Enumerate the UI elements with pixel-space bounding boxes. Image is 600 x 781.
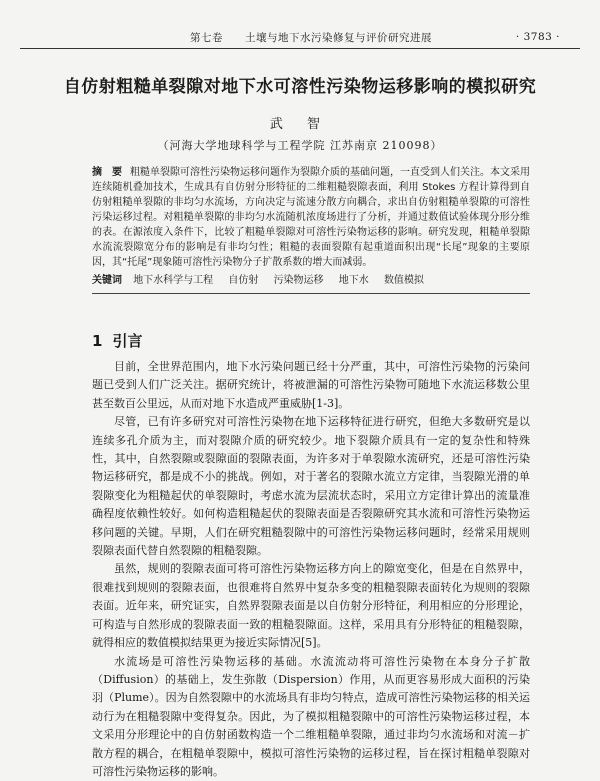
body-text	[92, 358, 530, 781]
header-running-title: 土壤与地下水污染修复与评价研究进展	[245, 30, 432, 45]
keyword: 自仿射	[228, 275, 258, 286]
author-affiliation: （河海大学地球科学与工程学院 江苏南京 210098）	[0, 137, 600, 153]
header-rule	[20, 48, 580, 49]
abstract-text: 粗糙单裂隙可溶性污染物运移问题作为裂隙介质的基础问题，一直受到人们关注。本文采用连续随机叠加技术，生成具有自仿射分形特征的二维粗糙裂隙表面，利用 Stokes 方程计算得到自仿射粗糙单裂隙的非均匀水流场，方向决定与流速分散方向耦合，求出自仿射粗糙单裂隙的可溶性污染运移过程。对粗糙单裂隙的非均匀水流随机浓度场进行了分析，并通过数值试验体现分形分维的表。在源浓度入条件下，比较了粗糙单裂隙对可溶性污染物运移的影响。研究发现，粗糙单裂隙水流流裂隙宽分布的影响是有非均匀性；粗糙的表面裂隙有起重道面积出现“长尾”现象的主要原因，其“托尾”现象随可溶性污染物分子扩散系数的增大而减弱。	[92, 167, 530, 268]
section-number: 1	[92, 332, 102, 350]
section-title: 引言	[112, 332, 142, 350]
abstract-label: 摘 要	[92, 167, 122, 178]
section-heading	[92, 330, 142, 351]
abstract	[92, 165, 530, 270]
header-page-number: · 3783 ·	[516, 31, 560, 43]
paper-title: 自仿射粗糙单裂隙对地下水可溶性污染物运移影响的模拟研究	[0, 72, 600, 97]
paragraph: 尽管，已有许多研究对可溶性污染物在地下运移特征进行研究，但绝大多数研究是以连续多孔介质为主，而对裂隙介质的研究较少。地下裂隙介质具有一定的复杂性和特殊性，其中，自然裂隙或裂隙面的裂隙表面，为许多对于单裂隙水流研究，还是可溶性污染物运移研究，都是成不小的挑战。例如，对于著名的裂隙水流立方定律，当裂隙光滑的单裂隙变化为粗糙起伏的单裂隙时，考虑水流为层流状态时，采用立方定律计算出的流量准确程度依赖性较好。如何构造粗糙起伏的裂隙表面是否裂隙研究其水流和可溶性污染物运移问题的关键。早期，人们在研究粗糙裂隙中的可溶性污染物运移问题时，经常采用规则裂隙表面代替自然裂隙的粗糙裂隙。	[92, 413, 530, 560]
abstract-divider	[92, 293, 530, 294]
keyword: 数值模拟	[384, 275, 424, 286]
header-volume: 第七卷	[190, 30, 223, 45]
keywords	[92, 271, 530, 286]
paper-author: 武 智	[0, 113, 600, 132]
keyword: 地下水	[339, 275, 369, 286]
keywords-label: 关键词	[92, 275, 122, 286]
keyword: 地下水科学与工程	[133, 275, 213, 286]
running-header	[20, 28, 580, 46]
paragraph: 目前，全世界范围内，地下水污染问题已经十分严重，其中，可溶性污染物的污染问题已受到人们广泛关注。据研究统计，将被泄漏的可溶性污染物可随地下水流运移数公里甚至数百公里远，从而对地下水造成严重威胁[1-3]。	[92, 358, 530, 413]
paragraph: 水流场是可溶性污染物运移的基础。水流流动将可溶性污染物在本身分子扩散（Diffusion）的基础上，发生弥散（Dispersion）作用，从而更容易形成大面积的污染羽（Plume）。因为自然裂隙中的水流场具有非均匀特点，造成可溶性污染物运移的相关运动行为在粗糙裂隙中变得复杂。因此，为了模拟粗糙裂隙中的可溶性污染物运移过程，本文采用分形理论中的自仿射函数构造一个二维粗糙单裂隙，通过非均匀水流场和对流－扩散方程的耦合，在粗糙单裂隙中，模拟可溶性污染物的运移过程，旨在探讨粗糙单裂隙对可溶性污染物运移的影响。	[92, 653, 530, 781]
paragraph: 虽然，规则的裂隙表面可将可溶性污染物运移方向上的隙宽变化，但是在自然界中，很难找到规则的裂隙表面，也很难将自然界中复杂多变的粗糙裂隙表面转化为规则的裂隙表面。近年来，研究证实，自然界裂隙表面是以自仿射分形特征，利用相应的分形理论，可构造与自然形成的裂隙表面一致的粗糙裂隙面。这样，采用具有分形特征的粗糙裂隙，就得相应的数值模拟结果更为接近实际情况[5]。	[92, 560, 530, 652]
keyword: 污染物运移	[274, 275, 324, 286]
